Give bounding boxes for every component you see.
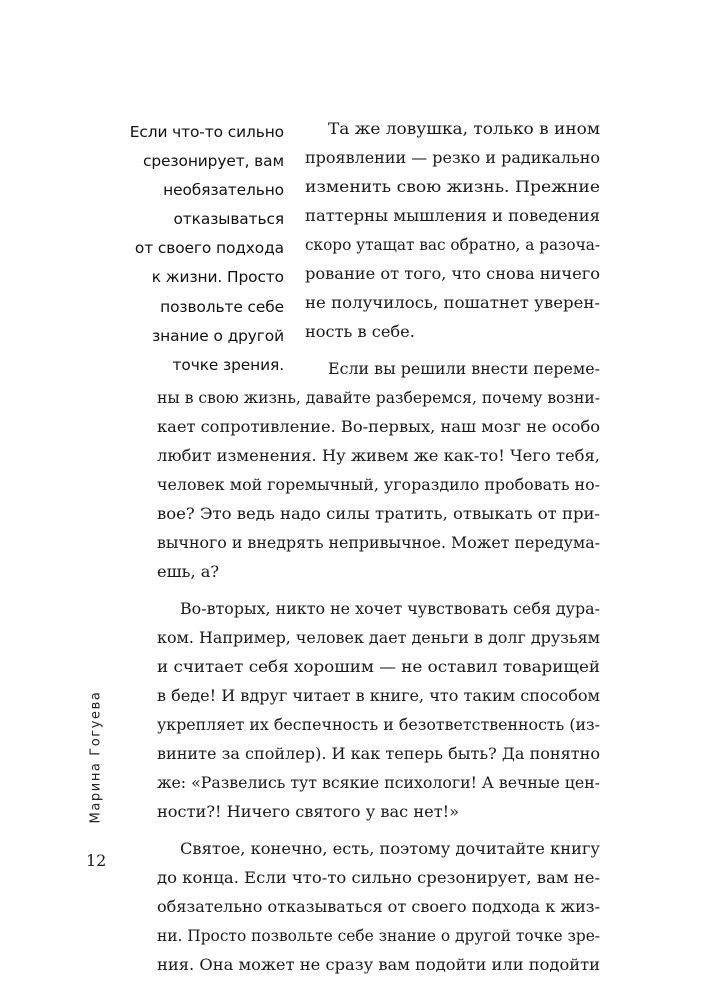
body-line: ность в себе.: [305, 322, 415, 341]
body-line: Во-вторых, никто не хочет чувствовать себя дура-: [180, 599, 600, 618]
body-line: паттерны мышления и поведения: [305, 206, 600, 225]
pull-quote-line: к жизни. Просто: [151, 268, 284, 287]
body-line: вычного и внедрять непривычное. Может передума-: [157, 533, 600, 552]
body-line: Та же ловушка, только в ином: [328, 119, 600, 138]
body-line: человек мой горемычный, угораздило пробовать но-: [157, 475, 600, 494]
body-line: Святое, конечно, есть, поэтому дочитайте книгу: [180, 839, 600, 858]
body-line: ния. Она может не сразу вам подойти или подойти: [157, 955, 600, 974]
body-line: рование от того, что снова ничего: [305, 264, 600, 283]
page-number: 12: [86, 851, 107, 870]
body-line: до конца. Если что-то сильно срезонирует, вам не-: [157, 868, 600, 887]
body-line: же: «Развелись тут всякие психологи! А вечные цен-: [157, 773, 600, 792]
pull-quote-line: от своего подхода: [134, 239, 284, 258]
body-line: ны в свою жизнь, давайте разберемся, почему возни-: [157, 388, 600, 407]
pull-quote-line: точке зрения.: [172, 355, 284, 374]
body-line: укрепляет их беспечность и безответственность (из-: [157, 715, 600, 734]
body-line: любит изменения. Ну живем же как-то! Чего тебя,: [157, 446, 600, 465]
pull-quote-line: Если что-то сильно: [129, 123, 284, 141]
body-line: ком. Например, человек дает деньги в долг друзьям: [157, 628, 600, 647]
body-line: изменить свою жизнь. Прежние: [305, 177, 600, 196]
pull-quote-line: позвольте себе: [160, 297, 284, 316]
body-line: проявлении — резко и радикально: [305, 148, 600, 167]
body-line: вините за спойлер). И как теперь быть? Да понятно: [157, 744, 600, 763]
pull-quote-line: срезонирует, вам: [143, 152, 284, 171]
body-line: скоро утащат вас обратно, а разоча-: [305, 235, 600, 254]
pull-quote-line: необязательно: [163, 181, 284, 200]
body-line: ешь, а?: [157, 562, 220, 581]
body-line: ности?! Ничего святого у вас нет!»: [157, 802, 460, 821]
body-line: Если вы решили внести переме-: [328, 359, 600, 378]
pull-quote: [88, 118, 284, 380]
body-line: в беде! И вдруг читает в книге, что таким способом: [157, 686, 600, 705]
body-line: не получилось, пошатнет уверен-: [305, 293, 600, 312]
running-head: [86, 688, 106, 826]
author-name: Марина Гогуева: [88, 690, 104, 824]
body-line: кает сопротивление. Во-первых, наш мозг не особо: [157, 417, 600, 436]
body-line: обязательно отказываться от своего подхода к жиз-: [157, 897, 600, 916]
pull-quote-line: знание о другой: [152, 326, 284, 345]
pull-quote-line: отказываться: [173, 210, 284, 229]
body-line: и считает себя хорошим — не оставил товарищей: [157, 657, 600, 676]
body-line: ни. Просто позвольте себе знание о другой точке зре-: [157, 926, 600, 945]
body-line: вое? Это ведь надо силы тратить, отвыкать от при-: [157, 504, 600, 523]
